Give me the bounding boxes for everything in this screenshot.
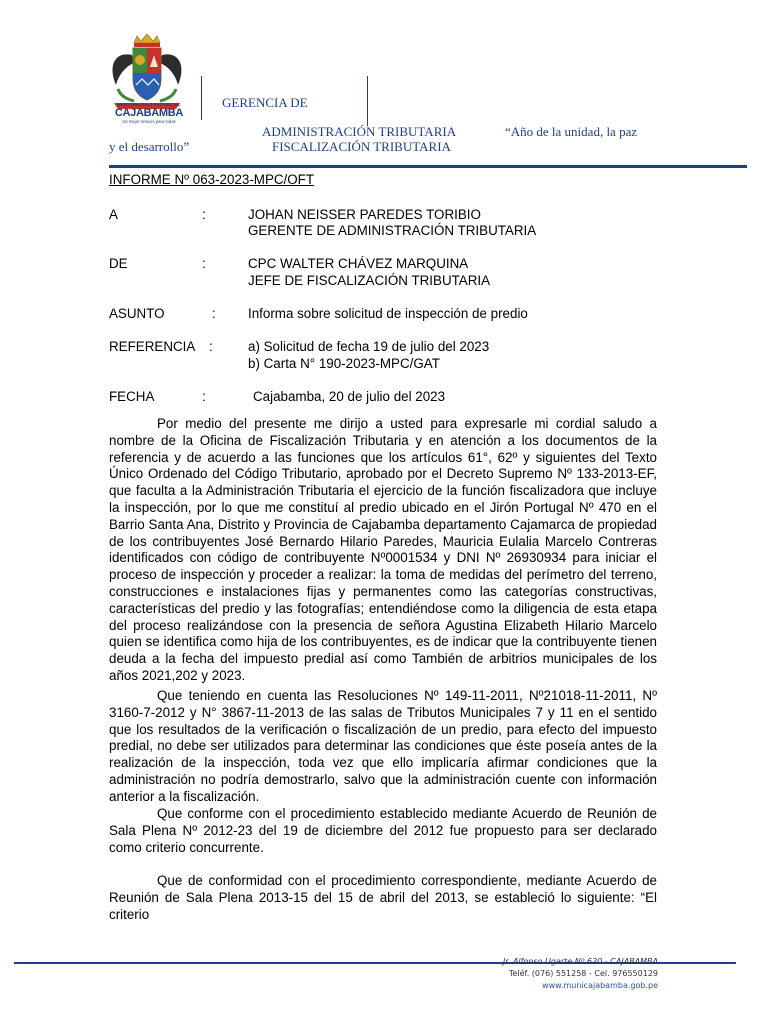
footer-website-link[interactable]: www.municajabamba.gob.pe	[542, 981, 658, 990]
body-paragraph-2	[109, 688, 657, 806]
header-rule	[109, 165, 747, 168]
paragraph-text: Que conforme con el procedimiento establecido mediante Acuerdo de Reunión de Sala Plena Nº 2012-23 del 19 de diciembre del 2012 fue propuesto para ser declarado como criterio concurrente.	[109, 806, 657, 855]
paragraph-text: Que de conformidad con el procedimiento correspondiente, mediante Acuerdo de Reunión de Sala Plena 2013-15 del 15 de abril del 2013, se estableció lo siguiente: “El criterio	[109, 873, 657, 922]
paragraph-text: Que teniendo en cuenta las Resoluciones Nº 149-11-2011, Nº21018-11-2011, Nº 3160-7-2012 y N° 3867-11-2013 de las salas de Tributos Municipales 7 y 11 en el sentido que los resultados de la verificación o fiscalización de un predio, para efecto del impuesto predial, no debe ser utilizados para determinar las condiciones que éste poseía antes de la realización de la inspección, toda vez que ello implicaría afirmar condiciones que la administración no podría demostrarlo, salvo que la administración cuente con información anterior a la fiscalización.	[109, 688, 657, 804]
reference-a: a) Solicitud de fecha 19 de julio del 2023	[248, 339, 490, 354]
footer-phone: Teléf. (076) 551258 - Cel. 976550129	[508, 969, 658, 978]
recipient-name: JOHAN NEISSER PAREDES TORIBIO	[248, 207, 481, 222]
header-fiscalizacion: FISCALIZACIÓN TRIBUTARIA	[272, 139, 451, 154]
header-year-motto-part1: “Año de la unidad, la paz	[505, 124, 638, 139]
field-label-a: A	[109, 207, 118, 222]
field-colon: :	[209, 339, 213, 354]
logo-org-top: MUNICIPALIDAD PROVINCIAL	[117, 102, 181, 107]
body-paragraph-1	[109, 416, 657, 685]
field-colon: :	[202, 207, 206, 222]
body-paragraph-4	[109, 873, 657, 923]
field-label-de: DE	[109, 256, 128, 271]
header-year-motto-part2: y el desarrollo”	[109, 139, 190, 154]
header-divider-left	[201, 76, 202, 120]
paragraph-text: Por medio del presente me dirijo a usted para expresarle mi cordial saludo a nombre de la Oficina de Fiscalización Tributaria y en atención a los documentos de la referencia y de acuerdo a las funciones que los artículos 61°, 62º y siguientes del Texto Único Ordenado del Código Tributario, aprobado por el Decreto Supremo Nº 133-2013-EF, que faculta a la Administración Tributaria el ejercicio de la función fiscalizadora que incluye la inspección, por lo que me constituí al predio ubicado en el Jirón Portugal Nº 470 en el Barrio Santa Ana, Distrito y Provincia de Cajabamba departamento Cajamarca de propiedad de los contribuyentes José Bernardo Hilario Paredes, Mauricia Eulalia Marcelo Contreras identificados con código de contribuyente Nº0001534 y DNI Nº 26930934 para iniciar el proceso de inspección y proceder a realizar: la toma de medidas del perímetro del terreno, construcciones e instalaciones fijas y permanentes como las categorías constructivas, características del predio y las fotografías; entendiéndose como la diligencia de esta etapa del proceso realizándose con la presencia de señora Agustina Elizabeth Hilario Marcelo quien se identifica como hija de los contribuyentes, es de indicar que la contribuyente tienen deuda a la fecha del impuesto predial así como También de arbitrios municipales de los años 2021,202 y 2023.	[109, 416, 657, 683]
header-administracion: ADMINISTRACIÓN TRIBUTARIA	[262, 124, 457, 139]
field-colon: :	[202, 389, 206, 404]
header-gerencia: GERENCIA DE	[222, 95, 308, 110]
field-label-asunto: ASUNTO	[109, 306, 165, 321]
report-number: INFORME Nº 063-2023-MPC/OFT	[109, 172, 315, 187]
reference-b: b) Carta N° 190-2023-MPC/GAT	[248, 356, 440, 371]
sender-title: JEFE DE FISCALIZACIÓN TRIBUTARIA	[248, 273, 491, 288]
field-label-fecha: FECHA	[109, 389, 155, 404]
sender-name: CPC WALTER CHÁVEZ MARQUINA	[248, 256, 469, 271]
subject-value: Informa sobre solicitud de inspección de predio	[248, 306, 528, 321]
logo-org-name: CAJABAMBA	[114, 107, 184, 119]
date-value: Cajabamba, 20 de julio del 2023	[253, 389, 446, 404]
body-paragraph-3	[109, 806, 657, 856]
footer-address: Jr. Alfonso Ugarte Nº 620 - CAJABAMBA	[502, 957, 658, 966]
logo-slogan: Un mejor servicio para todos	[122, 119, 176, 124]
field-colon: :	[212, 306, 216, 321]
field-colon: :	[202, 256, 206, 271]
header-divider-right	[367, 76, 368, 126]
recipient-title: GERENTE DE ADMINISTRACIÓN TRIBUTARIA	[248, 223, 537, 238]
field-label-referencia: REFERENCIA	[109, 339, 196, 354]
